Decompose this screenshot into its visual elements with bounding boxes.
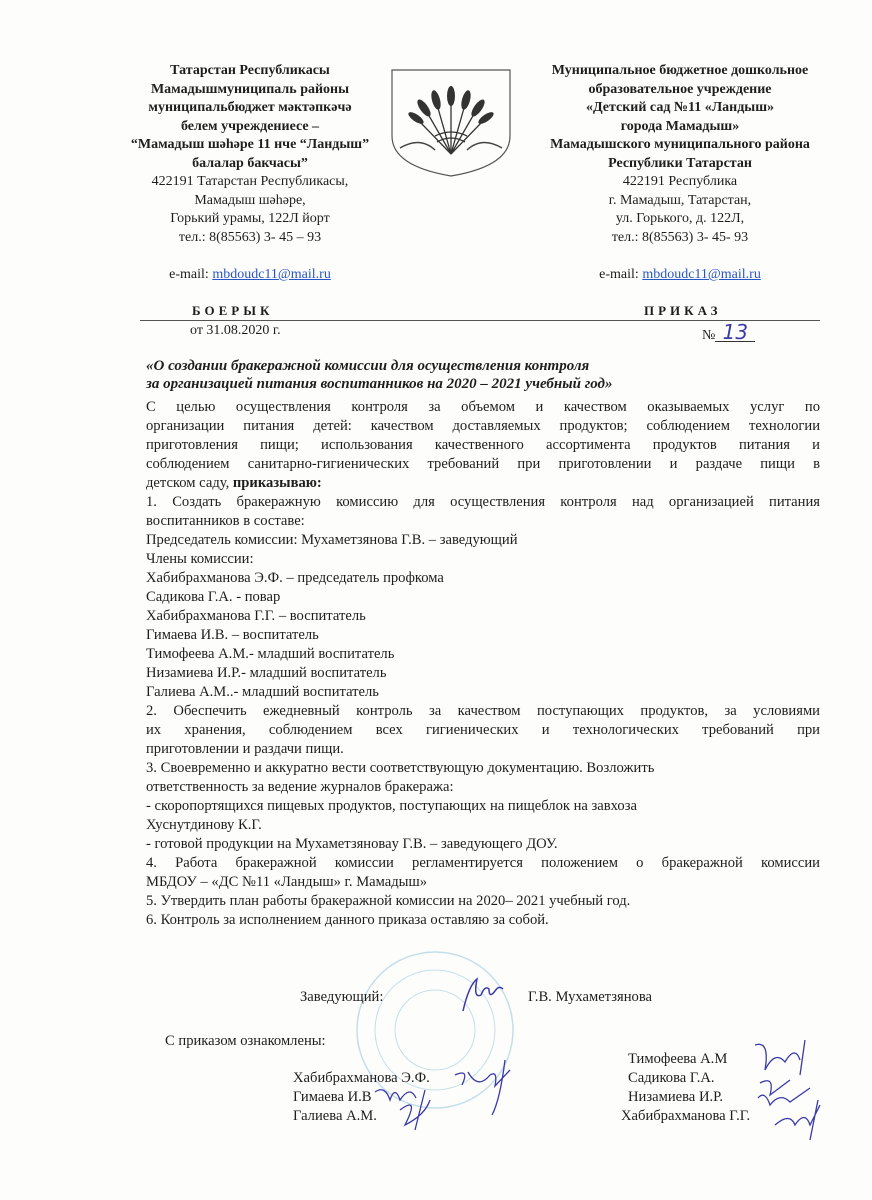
body-line: 1. Создать бракеражную комиссию для осуществления контроля над организацией питания bbox=[146, 494, 820, 510]
header-right-line: тел.: 8(85563) 3- 45- 93 bbox=[611, 229, 749, 245]
body-line: - скоропортящихся пищевых продуктов, поступающих на пищеблок на завхоза bbox=[146, 798, 637, 814]
header-right-line: г. Мамадыш, Татарстан, bbox=[608, 192, 752, 208]
body-line: МБДОУ – «ДС №11 «Ландыш» г. Мамадыш» bbox=[146, 874, 428, 890]
body-line: Члены комиссии: bbox=[146, 551, 254, 567]
body-line: приготовления пищи; использования качественного ассортимента продуктов питания и bbox=[146, 437, 820, 453]
body-line: Садикова Г.А. - повар bbox=[146, 589, 281, 605]
header-left-line: белем учреждениесе – bbox=[180, 118, 320, 134]
body-line: 3. Своевременно и аккуратно вести соответствующую документацию. Возложить bbox=[146, 760, 655, 776]
title-tatar: БОЕРЫК bbox=[192, 303, 274, 318]
director-name: Г.В. Мухаметзянова bbox=[528, 989, 652, 1005]
employee-name: Низамиева И.Р. bbox=[628, 1089, 724, 1105]
body-line: Тимофеева А.М.- младший воспитатель bbox=[146, 646, 395, 662]
employee-name: Хабибрахманова Г.Г. bbox=[621, 1108, 751, 1124]
header-right-line: образовательное учреждение bbox=[588, 81, 772, 97]
header-right-line: ул. Горького, д. 122Л, bbox=[615, 211, 745, 226]
acquainted-label: С приказом ознакомлены: bbox=[165, 1033, 326, 1049]
body-line: 4. Работа бракеражной комиссии регламентируется положением о бракеражной комиссии bbox=[146, 855, 820, 871]
employee-name: Садикова Г.А. bbox=[628, 1070, 715, 1086]
body-line: Низамиева И.Р.- младший воспитатель bbox=[146, 665, 387, 681]
header-left-line: Мамадыш шәһәре, bbox=[194, 192, 306, 208]
body-line: воспитанников в составе: bbox=[146, 513, 305, 529]
header-right-line: Республики Татарстан bbox=[608, 155, 752, 171]
employee-name: Галиева А.М. bbox=[293, 1108, 377, 1124]
body-line: 2. Обеспечить ежедневный контроль за качеством поступающих продуктов, за условиями bbox=[146, 703, 820, 719]
number-label: № bbox=[702, 328, 716, 343]
body-line: ответственность за ведение журналов бракеража: bbox=[146, 779, 454, 795]
body-text: детском саду, bbox=[146, 475, 233, 491]
header-right-line: Муниципальное бюджетное дошкольное bbox=[551, 63, 809, 78]
header-right-line: Мамадышского муниципального района bbox=[550, 137, 810, 152]
header-right-line: «Детский сад №11 «Ландыш» bbox=[585, 100, 775, 115]
title-russian: ПРИКАЗ bbox=[644, 303, 722, 318]
email-link[interactable]: mbdoudc11@mail.ru bbox=[212, 267, 331, 282]
header-left-line: “Мамадыш шәһәре 11 нче “Ландыш” bbox=[130, 137, 370, 152]
body-line: 6. Контроль за исполнением данного приказа оставляю за собой. bbox=[146, 912, 549, 928]
body-line: С целью осуществления контроля за объемом и качеством оказываемых услуг по bbox=[146, 399, 820, 415]
body-line: соблюдением санитарно-гигиенических требований при приготовлении и раздаче пищи в bbox=[146, 456, 820, 472]
bold-word: приказываю: bbox=[232, 475, 322, 491]
body-line: Хуснутдинову К.Г. bbox=[146, 817, 262, 833]
director-position: Заведующий: bbox=[300, 989, 384, 1005]
body-line: приготовлении и раздачи пищи. bbox=[146, 741, 344, 757]
number-handwritten: 13 bbox=[715, 323, 755, 342]
email-link[interactable]: mbdoudc11@mail.ru bbox=[642, 267, 761, 282]
header-right-line: города Мамадыш» bbox=[620, 118, 740, 134]
email-label: e-mail: bbox=[169, 267, 213, 282]
header-left-line: Мамадышмуниципаль районы bbox=[150, 81, 350, 97]
email-label: e-mail: bbox=[599, 267, 643, 282]
body-line: Галиева А.М..- младший воспитатель bbox=[146, 684, 379, 700]
body-line: - готовой продукции на Мухаметзяноваy Г.В. – заведующего ДОУ. bbox=[146, 836, 558, 852]
order-date: от 31.08.2020 г. bbox=[190, 323, 281, 338]
header-left-line: Татарстан Республикасы bbox=[170, 63, 330, 78]
body-line: их хранения, соблюдением всех гигиенических и технологических требований при bbox=[146, 722, 820, 738]
body-line: организации питания детей: качеством доставляемых продуктов; соблюдением технологии bbox=[146, 418, 820, 434]
body-line: Хабибрахманова Г.Г. – воспитатель bbox=[146, 608, 366, 624]
header-left-line: муниципальбюджет мәктәпкәчә bbox=[148, 100, 352, 115]
header-left-line: тел.: 8(85563) 3- 45 – 93 bbox=[178, 229, 322, 245]
header-left-line: балалар бакчасы” bbox=[192, 155, 308, 171]
header-left-line: Горький урамы, 122Л йорт bbox=[170, 211, 330, 226]
body-line: Хабибрахманова Э.Ф. – председатель профкома bbox=[146, 570, 444, 586]
body-line: 5. Утвердить план работы бракеражной комиссии на 2020– 2021 учебный год. bbox=[146, 893, 631, 909]
header-right-line: 422191 Республика bbox=[622, 174, 738, 189]
subject-line: «О создании бракеражной комиссии для осуществления контроля bbox=[146, 358, 590, 374]
employee-name: Хабибрахманова Э.Ф. bbox=[293, 1070, 430, 1086]
body-line: Председатель комиссии: Мухаметзянова Г.В. – заведующий bbox=[146, 532, 518, 548]
employee-name: Тимофеева А.М bbox=[628, 1051, 728, 1067]
subject-line: за организацией питания воспитанников на 2020 – 2021 учебный год» bbox=[146, 376, 613, 392]
header-left-line: 422191 Татарстан Республикасы, bbox=[151, 174, 349, 189]
employee-name: Гимаева И.В bbox=[293, 1089, 372, 1105]
body-line: Гимаева И.В. – воспитатель bbox=[146, 627, 319, 643]
